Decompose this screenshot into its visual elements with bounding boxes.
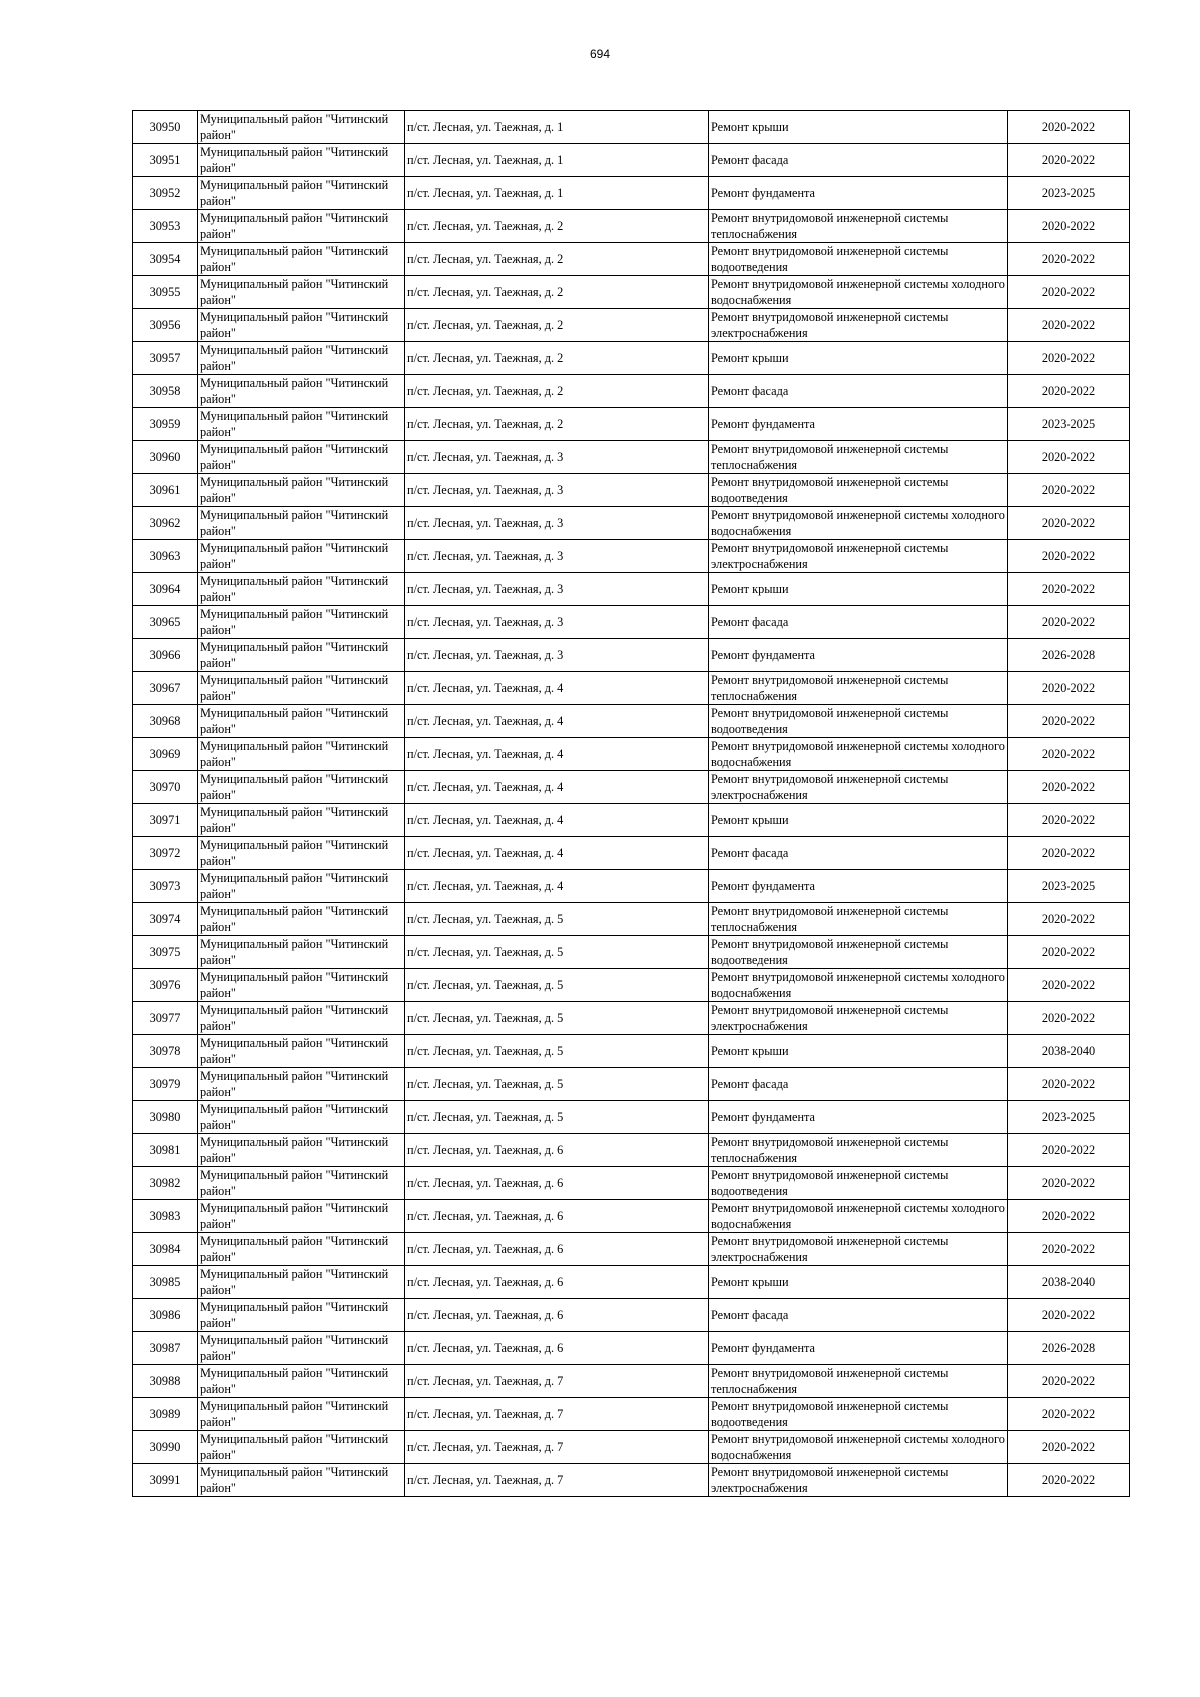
work-type-cell: Ремонт фасада: [709, 375, 1008, 408]
address-cell: п/ст. Лесная, ул. Таежная, д. 2: [405, 375, 709, 408]
period-cell: 2020-2022: [1008, 1200, 1130, 1233]
address-cell: п/ст. Лесная, ул. Таежная, д. 4: [405, 804, 709, 837]
period-cell: 2020-2022: [1008, 276, 1130, 309]
period-cell: 2020-2022: [1008, 474, 1130, 507]
work-type-cell: Ремонт внутридомовой инженерной системы теплоснабжения: [709, 672, 1008, 705]
work-type-cell: Ремонт крыши: [709, 1266, 1008, 1299]
municipality-cell: Муниципальный район "Читинский район": [198, 705, 405, 738]
period-cell: 2020-2022: [1008, 309, 1130, 342]
table-row: [133, 639, 1130, 672]
work-type-cell: Ремонт фасада: [709, 1068, 1008, 1101]
row-number-cell: 30974: [133, 903, 198, 936]
address-cell: п/ст. Лесная, ул. Таежная, д. 3: [405, 573, 709, 606]
municipality-cell: Муниципальный район "Читинский район": [198, 1431, 405, 1464]
municipality-cell: Муниципальный район "Читинский район": [198, 969, 405, 1002]
table-row: [133, 144, 1130, 177]
municipality-cell: Муниципальный район "Читинский район": [198, 672, 405, 705]
municipality-cell: Муниципальный район "Читинский район": [198, 771, 405, 804]
municipality-cell: Муниципальный район "Читинский район": [198, 474, 405, 507]
table-row: [133, 1365, 1130, 1398]
municipality-cell: Муниципальный район "Читинский район": [198, 738, 405, 771]
table-row: [133, 1200, 1130, 1233]
address-cell: п/ст. Лесная, ул. Таежная, д. 1: [405, 144, 709, 177]
address-cell: п/ст. Лесная, ул. Таежная, д. 4: [405, 771, 709, 804]
row-number-cell: 30953: [133, 210, 198, 243]
municipality-cell: Муниципальный район "Читинский район": [198, 243, 405, 276]
row-number-cell: 30961: [133, 474, 198, 507]
municipality-cell: Муниципальный район "Читинский район": [198, 903, 405, 936]
address-cell: п/ст. Лесная, ул. Таежная, д. 1: [405, 177, 709, 210]
row-number-cell: 30973: [133, 870, 198, 903]
address-cell: п/ст. Лесная, ул. Таежная, д. 5: [405, 1002, 709, 1035]
row-number-cell: 30956: [133, 309, 198, 342]
row-number-cell: 30970: [133, 771, 198, 804]
period-cell: 2020-2022: [1008, 1167, 1130, 1200]
period-cell: 2026-2028: [1008, 639, 1130, 672]
address-cell: п/ст. Лесная, ул. Таежная, д. 5: [405, 1035, 709, 1068]
row-number-cell: 30967: [133, 672, 198, 705]
work-type-cell: Ремонт внутридомовой инженерной системы водоотведения: [709, 1167, 1008, 1200]
address-cell: п/ст. Лесная, ул. Таежная, д. 5: [405, 969, 709, 1002]
row-number-cell: 30984: [133, 1233, 198, 1266]
row-number-cell: 30979: [133, 1068, 198, 1101]
work-type-cell: Ремонт фундамента: [709, 1101, 1008, 1134]
repair-schedule-table: [132, 110, 1130, 1497]
period-cell: 2020-2022: [1008, 111, 1130, 144]
work-type-cell: Ремонт внутридомовой инженерной системы электроснабжения: [709, 1002, 1008, 1035]
table-row: [133, 507, 1130, 540]
work-type-cell: Ремонт внутридомовой инженерной системы холодного водоснабжения: [709, 276, 1008, 309]
municipality-cell: Муниципальный район "Читинский район": [198, 111, 405, 144]
municipality-cell: Муниципальный район "Читинский район": [198, 837, 405, 870]
table-row: [133, 276, 1130, 309]
municipality-cell: Муниципальный район "Читинский район": [198, 1068, 405, 1101]
work-type-cell: Ремонт внутридомовой инженерной системы водоотведения: [709, 705, 1008, 738]
municipality-cell: Муниципальный район "Читинский район": [198, 507, 405, 540]
table-row: [133, 606, 1130, 639]
work-type-cell: Ремонт внутридомовой инженерной системы теплоснабжения: [709, 1365, 1008, 1398]
municipality-cell: Муниципальный район "Читинский район": [198, 1398, 405, 1431]
work-type-cell: Ремонт внутридомовой инженерной системы водоотведения: [709, 474, 1008, 507]
row-number-cell: 30981: [133, 1134, 198, 1167]
row-number-cell: 30982: [133, 1167, 198, 1200]
work-type-cell: Ремонт внутридомовой инженерной системы холодного водоснабжения: [709, 1200, 1008, 1233]
period-cell: 2020-2022: [1008, 1068, 1130, 1101]
table-row: [133, 1167, 1130, 1200]
row-number-cell: 30987: [133, 1332, 198, 1365]
work-type-cell: Ремонт внутридомовой инженерной системы теплоснабжения: [709, 441, 1008, 474]
work-type-cell: Ремонт крыши: [709, 804, 1008, 837]
table-row: [133, 243, 1130, 276]
period-cell: 2020-2022: [1008, 441, 1130, 474]
work-type-cell: Ремонт фундамента: [709, 639, 1008, 672]
period-cell: 2020-2022: [1008, 540, 1130, 573]
address-cell: п/ст. Лесная, ул. Таежная, д. 4: [405, 738, 709, 771]
row-number-cell: 30988: [133, 1365, 198, 1398]
period-cell: 2020-2022: [1008, 1431, 1130, 1464]
row-number-cell: 30962: [133, 507, 198, 540]
work-type-cell: Ремонт внутридомовой инженерной системы холодного водоснабжения: [709, 507, 1008, 540]
work-type-cell: Ремонт внутридомовой инженерной системы водоотведения: [709, 243, 1008, 276]
row-number-cell: 30971: [133, 804, 198, 837]
municipality-cell: Муниципальный район "Читинский район": [198, 540, 405, 573]
table-row: [133, 309, 1130, 342]
address-cell: п/ст. Лесная, ул. Таежная, д. 6: [405, 1299, 709, 1332]
address-cell: п/ст. Лесная, ул. Таежная, д. 3: [405, 540, 709, 573]
address-cell: п/ст. Лесная, ул. Таежная, д. 5: [405, 936, 709, 969]
municipality-cell: Муниципальный район "Читинский район": [198, 870, 405, 903]
row-number-cell: 30957: [133, 342, 198, 375]
table-row: [133, 672, 1130, 705]
period-cell: 2020-2022: [1008, 342, 1130, 375]
period-cell: 2026-2028: [1008, 1332, 1130, 1365]
work-type-cell: Ремонт фасада: [709, 837, 1008, 870]
period-cell: 2023-2025: [1008, 870, 1130, 903]
municipality-cell: Муниципальный район "Читинский район": [198, 1134, 405, 1167]
work-type-cell: Ремонт фундамента: [709, 1332, 1008, 1365]
period-cell: 2020-2022: [1008, 375, 1130, 408]
address-cell: п/ст. Лесная, ул. Таежная, д. 7: [405, 1431, 709, 1464]
row-number-cell: 30990: [133, 1431, 198, 1464]
work-type-cell: Ремонт внутридомовой инженерной системы теплоснабжения: [709, 903, 1008, 936]
address-cell: п/ст. Лесная, ул. Таежная, д. 6: [405, 1233, 709, 1266]
row-number-cell: 30951: [133, 144, 198, 177]
period-cell: 2020-2022: [1008, 738, 1130, 771]
municipality-cell: Муниципальный район "Читинский район": [198, 1299, 405, 1332]
period-cell: 2020-2022: [1008, 1233, 1130, 1266]
row-number-cell: 30977: [133, 1002, 198, 1035]
row-number-cell: 30959: [133, 408, 198, 441]
work-type-cell: Ремонт фасада: [709, 144, 1008, 177]
table-row: [133, 870, 1130, 903]
period-cell: 2020-2022: [1008, 1398, 1130, 1431]
municipality-cell: Муниципальный район "Читинский район": [198, 441, 405, 474]
row-number-cell: 30986: [133, 1299, 198, 1332]
table-row: [133, 969, 1130, 1002]
period-cell: 2020-2022: [1008, 705, 1130, 738]
table-row: [133, 705, 1130, 738]
table-row: [133, 210, 1130, 243]
period-cell: 2020-2022: [1008, 1299, 1130, 1332]
table-row: [133, 1101, 1130, 1134]
work-type-cell: Ремонт внутридомовой инженерной системы электроснабжения: [709, 540, 1008, 573]
address-cell: п/ст. Лесная, ул. Таежная, д. 2: [405, 342, 709, 375]
row-number-cell: 30976: [133, 969, 198, 1002]
address-cell: п/ст. Лесная, ул. Таежная, д. 6: [405, 1266, 709, 1299]
period-cell: 2038-2040: [1008, 1035, 1130, 1068]
municipality-cell: Муниципальный район "Читинский район": [198, 1002, 405, 1035]
row-number-cell: 30968: [133, 705, 198, 738]
work-type-cell: Ремонт внутридомовой инженерной системы электроснабжения: [709, 309, 1008, 342]
table-row: [133, 177, 1130, 210]
work-type-cell: Ремонт фасада: [709, 606, 1008, 639]
page-number: 694: [589, 47, 611, 61]
municipality-cell: Муниципальный район "Читинский район": [198, 177, 405, 210]
municipality-cell: Муниципальный район "Читинский район": [198, 639, 405, 672]
municipality-cell: Муниципальный район "Читинский район": [198, 1233, 405, 1266]
row-number-cell: 30972: [133, 837, 198, 870]
municipality-cell: Муниципальный район "Читинский район": [198, 309, 405, 342]
period-cell: 2020-2022: [1008, 1464, 1130, 1497]
table-row: [133, 1266, 1130, 1299]
work-type-cell: Ремонт фундамента: [709, 408, 1008, 441]
work-type-cell: Ремонт внутридомовой инженерной системы водоотведения: [709, 1398, 1008, 1431]
address-cell: п/ст. Лесная, ул. Таежная, д. 5: [405, 1101, 709, 1134]
address-cell: п/ст. Лесная, ул. Таежная, д. 2: [405, 243, 709, 276]
table-row: [133, 1332, 1130, 1365]
row-number-cell: 30966: [133, 639, 198, 672]
work-type-cell: Ремонт фундамента: [709, 177, 1008, 210]
municipality-cell: Муниципальный район "Читинский район": [198, 1365, 405, 1398]
work-type-cell: Ремонт внутридомовой инженерной системы электроснабжения: [709, 1464, 1008, 1497]
municipality-cell: Муниципальный район "Читинский район": [198, 573, 405, 606]
row-number-cell: 30964: [133, 573, 198, 606]
table-row: [133, 771, 1130, 804]
work-type-cell: Ремонт внутридомовой инженерной системы холодного водоснабжения: [709, 738, 1008, 771]
table-row: [133, 903, 1130, 936]
work-type-cell: Ремонт фасада: [709, 1299, 1008, 1332]
work-type-cell: Ремонт внутридомовой инженерной системы водоотведения: [709, 936, 1008, 969]
work-type-cell: Ремонт крыши: [709, 1035, 1008, 1068]
period-cell: 2020-2022: [1008, 672, 1130, 705]
municipality-cell: Муниципальный район "Читинский район": [198, 1101, 405, 1134]
municipality-cell: Муниципальный район "Читинский район": [198, 936, 405, 969]
address-cell: п/ст. Лесная, ул. Таежная, д. 3: [405, 507, 709, 540]
municipality-cell: Муниципальный район "Читинский район": [198, 144, 405, 177]
work-type-cell: Ремонт внутридомовой инженерной системы холодного водоснабжения: [709, 969, 1008, 1002]
work-type-cell: Ремонт фундамента: [709, 870, 1008, 903]
work-type-cell: Ремонт внутридомовой инженерной системы электроснабжения: [709, 771, 1008, 804]
table-row: [133, 342, 1130, 375]
table-row: [133, 111, 1130, 144]
row-number-cell: 30954: [133, 243, 198, 276]
row-number-cell: 30975: [133, 936, 198, 969]
period-cell: 2023-2025: [1008, 177, 1130, 210]
row-number-cell: 30978: [133, 1035, 198, 1068]
municipality-cell: Муниципальный район "Читинский район": [198, 408, 405, 441]
table-row: [133, 1464, 1130, 1497]
address-cell: п/ст. Лесная, ул. Таежная, д. 3: [405, 474, 709, 507]
table-row: [133, 474, 1130, 507]
address-cell: п/ст. Лесная, ул. Таежная, д. 6: [405, 1200, 709, 1233]
address-cell: п/ст. Лесная, ул. Таежная, д. 6: [405, 1134, 709, 1167]
table-row: [133, 1398, 1130, 1431]
municipality-cell: Муниципальный район "Читинский район": [198, 210, 405, 243]
period-cell: 2020-2022: [1008, 144, 1130, 177]
address-cell: п/ст. Лесная, ул. Таежная, д. 7: [405, 1398, 709, 1431]
period-cell: 2020-2022: [1008, 837, 1130, 870]
period-cell: 2020-2022: [1008, 243, 1130, 276]
period-cell: 2020-2022: [1008, 606, 1130, 639]
row-number-cell: 30969: [133, 738, 198, 771]
municipality-cell: Муниципальный район "Читинский район": [198, 1035, 405, 1068]
row-number-cell: 30960: [133, 441, 198, 474]
period-cell: 2020-2022: [1008, 903, 1130, 936]
address-cell: п/ст. Лесная, ул. Таежная, д. 3: [405, 639, 709, 672]
address-cell: п/ст. Лесная, ул. Таежная, д. 4: [405, 672, 709, 705]
row-number-cell: 30980: [133, 1101, 198, 1134]
municipality-cell: Муниципальный район "Читинский район": [198, 1464, 405, 1497]
row-number-cell: 30963: [133, 540, 198, 573]
period-cell: 2023-2025: [1008, 408, 1130, 441]
table-row: [133, 837, 1130, 870]
municipality-cell: Муниципальный район "Читинский район": [198, 804, 405, 837]
period-cell: 2020-2022: [1008, 969, 1130, 1002]
address-cell: п/ст. Лесная, ул. Таежная, д. 3: [405, 441, 709, 474]
row-number-cell: 30955: [133, 276, 198, 309]
work-type-cell: Ремонт крыши: [709, 573, 1008, 606]
municipality-cell: Муниципальный район "Читинский район": [198, 276, 405, 309]
period-cell: 2020-2022: [1008, 771, 1130, 804]
row-number-cell: 30952: [133, 177, 198, 210]
address-cell: п/ст. Лесная, ул. Таежная, д. 4: [405, 870, 709, 903]
address-cell: п/ст. Лесная, ул. Таежная, д. 5: [405, 903, 709, 936]
address-cell: п/ст. Лесная, ул. Таежная, д. 6: [405, 1332, 709, 1365]
municipality-cell: Муниципальный район "Читинский район": [198, 1200, 405, 1233]
work-type-cell: Ремонт внутридомовой инженерной системы электроснабжения: [709, 1233, 1008, 1266]
address-cell: п/ст. Лесная, ул. Таежная, д. 5: [405, 1068, 709, 1101]
row-number-cell: 30991: [133, 1464, 198, 1497]
address-cell: п/ст. Лесная, ул. Таежная, д. 7: [405, 1365, 709, 1398]
row-number-cell: 30989: [133, 1398, 198, 1431]
work-type-cell: Ремонт крыши: [709, 111, 1008, 144]
period-cell: 2020-2022: [1008, 804, 1130, 837]
period-cell: 2020-2022: [1008, 1365, 1130, 1398]
municipality-cell: Муниципальный район "Читинский район": [198, 342, 405, 375]
table-row: [133, 1299, 1130, 1332]
table-row: [133, 441, 1130, 474]
work-type-cell: Ремонт внутридомовой инженерной системы теплоснабжения: [709, 210, 1008, 243]
address-cell: п/ст. Лесная, ул. Таежная, д. 2: [405, 210, 709, 243]
address-cell: п/ст. Лесная, ул. Таежная, д. 3: [405, 606, 709, 639]
address-cell: п/ст. Лесная, ул. Таежная, д. 4: [405, 705, 709, 738]
work-type-cell: Ремонт крыши: [709, 342, 1008, 375]
municipality-cell: Муниципальный район "Читинский район": [198, 1266, 405, 1299]
table-row: [133, 1134, 1130, 1167]
work-type-cell: Ремонт внутридомовой инженерной системы холодного водоснабжения: [709, 1431, 1008, 1464]
period-cell: 2020-2022: [1008, 507, 1130, 540]
address-cell: п/ст. Лесная, ул. Таежная, д. 2: [405, 276, 709, 309]
table-row: [133, 1068, 1130, 1101]
table-row: [133, 1233, 1130, 1266]
period-cell: 2020-2022: [1008, 1134, 1130, 1167]
table-row: [133, 804, 1130, 837]
period-cell: 2020-2022: [1008, 573, 1130, 606]
row-number-cell: 30983: [133, 1200, 198, 1233]
address-cell: п/ст. Лесная, ул. Таежная, д. 2: [405, 309, 709, 342]
address-cell: п/ст. Лесная, ул. Таежная, д. 4: [405, 837, 709, 870]
row-number-cell: 30985: [133, 1266, 198, 1299]
work-type-cell: Ремонт внутридомовой инженерной системы теплоснабжения: [709, 1134, 1008, 1167]
table-row: [133, 573, 1130, 606]
address-cell: п/ст. Лесная, ул. Таежная, д. 7: [405, 1464, 709, 1497]
address-cell: п/ст. Лесная, ул. Таежная, д. 6: [405, 1167, 709, 1200]
table-row: [133, 375, 1130, 408]
table-row: [133, 1431, 1130, 1464]
period-cell: 2038-2040: [1008, 1266, 1130, 1299]
row-number-cell: 30950: [133, 111, 198, 144]
table-row: [133, 540, 1130, 573]
row-number-cell: 30958: [133, 375, 198, 408]
table-row: [133, 1035, 1130, 1068]
municipality-cell: Муниципальный район "Читинский район": [198, 375, 405, 408]
table-row: [133, 1002, 1130, 1035]
period-cell: 2020-2022: [1008, 1002, 1130, 1035]
address-cell: п/ст. Лесная, ул. Таежная, д. 2: [405, 408, 709, 441]
table-body: [133, 111, 1130, 1497]
municipality-cell: Муниципальный район "Читинский район": [198, 1167, 405, 1200]
period-cell: 2020-2022: [1008, 936, 1130, 969]
municipality-cell: Муниципальный район "Читинский район": [198, 1332, 405, 1365]
municipality-cell: Муниципальный район "Читинский район": [198, 606, 405, 639]
table-row: [133, 408, 1130, 441]
period-cell: 2023-2025: [1008, 1101, 1130, 1134]
table-row: [133, 738, 1130, 771]
row-number-cell: 30965: [133, 606, 198, 639]
period-cell: 2020-2022: [1008, 210, 1130, 243]
table-row: [133, 936, 1130, 969]
address-cell: п/ст. Лесная, ул. Таежная, д. 1: [405, 111, 709, 144]
